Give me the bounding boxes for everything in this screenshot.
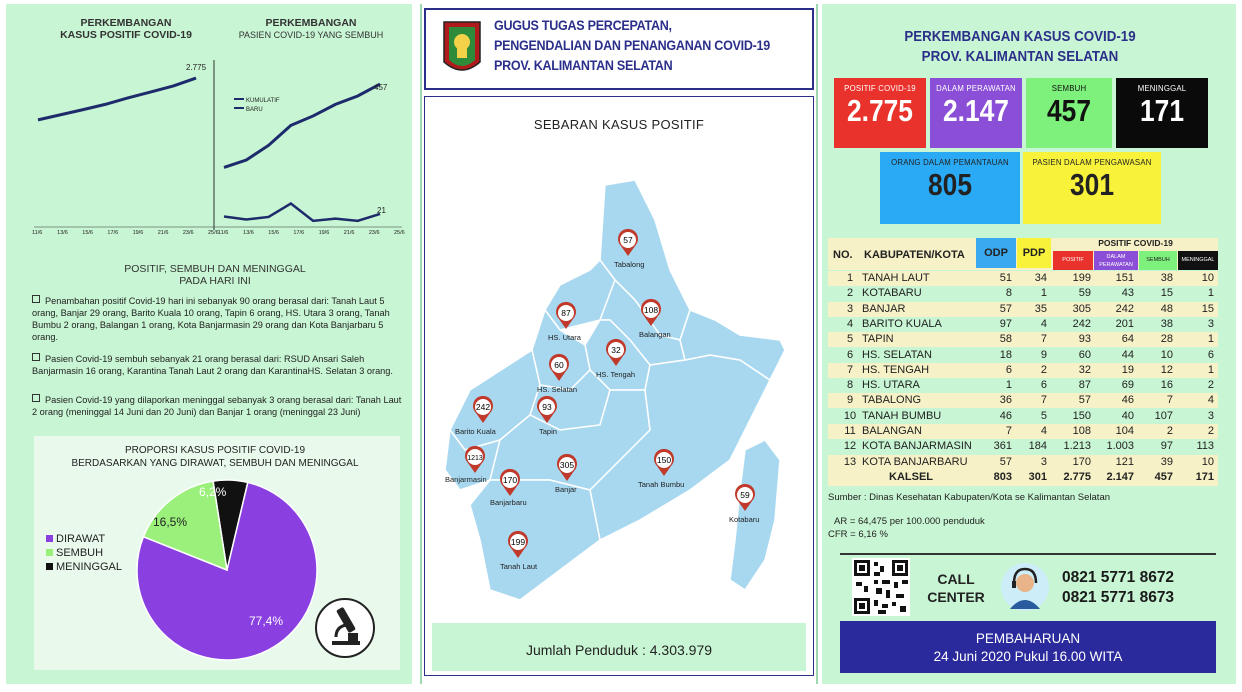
table-cell: 7 [1166, 394, 1173, 407]
table-cell: 2 [846, 287, 854, 300]
x-tick-label: 23/6 [368, 230, 380, 236]
map-region-label: HS. Selatan [537, 385, 578, 394]
table-cell: 9 [846, 394, 854, 407]
table-cell: 57 [1078, 394, 1091, 407]
th-kabupaten: KABUPATEN/KOTA [864, 249, 965, 261]
right-title: PERKEMBANGAN KASUS COVID-19 PROV. KALIMANTAN SELATAN [904, 29, 1136, 65]
table-cell: 39 [1160, 455, 1173, 468]
table-cell: HS. UTARA [862, 379, 920, 392]
positif-end-label: 2.775 [186, 63, 207, 72]
header-title: GUGUS TUGAS PERCEPATAN, PENGENDALIAN DAN PENANGANAN COVID-19 PROV. KALIMANTAN SELATAN [494, 18, 770, 73]
table-cell: 93 [1078, 333, 1091, 346]
table-cell: 201 [1115, 317, 1134, 330]
map-region-label: Tanah Bumbu [638, 480, 685, 489]
x-tick-label: 11/6 [32, 230, 43, 236]
table-total-cell: 2.147 [1106, 470, 1134, 483]
map-region-label: Banjar [555, 485, 577, 494]
table-cell: KOTA BANJARBARU [862, 455, 968, 468]
x-tick-label: 11/6 [218, 230, 229, 236]
table-cell: 2 [1166, 425, 1173, 437]
ar-text: AR = 64,475 per 100.000 penduduk [834, 516, 985, 527]
map-region-label: Tapin [539, 427, 557, 436]
table-cell: 10 [843, 409, 857, 422]
table-cell: 113 [1196, 440, 1214, 453]
qr-code-icon [852, 558, 910, 616]
positif-chart-title: PERKEMBANGAN KASUS POSITIF COVID-19 [60, 17, 192, 41]
update-text: PEMBAHARUAN 24 Juni 2020 Pukul 16.00 WITA [933, 631, 1123, 664]
table-cell: 4 [846, 317, 854, 330]
map-region-label: Barito Kuala [455, 427, 496, 436]
map-pin-value: 170 [502, 475, 518, 485]
map-pin-value: 57 [623, 235, 633, 245]
legend-kumulatif: KUMULATIF [234, 97, 280, 106]
table-total-cell: 301 [1028, 470, 1047, 483]
x-tick-label: 15/6 [268, 230, 279, 236]
positif-line-chart [38, 78, 196, 120]
microscope-icon [314, 597, 376, 659]
pie-label-meninggal: 6,2% [199, 485, 227, 499]
table-cell: 57 [999, 455, 1012, 468]
table-cell: 1 [1207, 363, 1214, 376]
map-region-label: Tanah Laut [500, 562, 538, 571]
table-cell: 3 [1040, 455, 1047, 468]
table-cell: 3 [1207, 317, 1214, 330]
table-total-cell: 457 [1154, 470, 1173, 483]
table-cell: 7 [1040, 394, 1047, 407]
legend-meninggal: MENINGGAL [46, 560, 122, 574]
x-tick-label: 17/6 [293, 230, 305, 236]
pie-title: PROPORSI KASUS POSITIF COVID-19 BERDASARKAN YANG DIRAWAT, SEMBUH DAN MENINGGAL [71, 445, 359, 469]
table-cell: 12 [1160, 363, 1173, 376]
pie-legend [46, 532, 122, 574]
map-pin-value: 87 [561, 308, 571, 318]
table-cell: 60 [1078, 348, 1091, 361]
positif-series-line [38, 78, 196, 120]
table-cell: 97 [999, 317, 1012, 330]
daily-bullet-3: Pasien Covid-19 yang dilaporkan meninggal sebanyak 3 orang berasal dari: Tanah Laut 2 orang (meninggal 14 Juni dan 20 Juni) dan Banjar 1 orang (meninggal 23 Juni) [32, 395, 402, 417]
th-positif: POSITIF [1053, 251, 1093, 270]
table-cell: 28 [1160, 333, 1173, 346]
map-pin-value: 1213 [467, 455, 483, 462]
divider-top [840, 553, 1216, 555]
stat-pdp: PASIEN DALAM PENGAWASAN 301 [1023, 152, 1161, 224]
table-cell: 6 [1207, 348, 1214, 361]
line-charts [30, 55, 402, 245]
th-pdp: PDP [1017, 238, 1051, 268]
table-cell: HS. SELATAN [862, 348, 932, 361]
map-region-label: Banjarmasin [445, 475, 487, 484]
table-cell: 10 [1160, 348, 1173, 361]
table-total-cell: 2.775 [1063, 470, 1091, 483]
table-cell: 1 [1207, 287, 1214, 300]
table-cell: 1 [1040, 287, 1047, 300]
source-text: Sumber : Dinas Kesehatan Kabupaten/Kota se Kalimantan Selatan [828, 492, 1111, 503]
table-cell: 104 [1115, 425, 1134, 437]
table-cell: 10 [1201, 455, 1214, 468]
phone-numbers [1062, 568, 1174, 608]
sembuh-end-label: 457 [374, 83, 388, 92]
table-cell: 34 [1034, 272, 1047, 284]
daily-bullet-2: Pasien Covid-19 sembuh sebanyak 21 orang berasal dari: RSUD Ansari Saleh Banjarmasin 16 orang, Karantina Tanah Laut 2 orang dan KarantinaHS. Selatan 3 orang. [32, 354, 393, 376]
table-cell: BANJAR [862, 302, 906, 315]
table-cell: 38 [1160, 272, 1173, 284]
table-cell: 43 [1121, 287, 1134, 300]
map-pin-value: 59 [740, 490, 750, 500]
table-cell: 151 [1115, 272, 1134, 284]
table-cell: 2 [1207, 379, 1214, 392]
th-no: NO. [833, 249, 853, 261]
daily-bullet-1: Penambahan positif Covid-19 hari ini sebanyak 90 orang berasal dari: Tanah Laut 5 orang, Banjar 29 orang, Barito Kuala 10 orang, Tapin 6 orang, HS. Utara 3 orang, Tanah Bumbu 2 orang, Balangan 1 orang, Kota Banjarmasin 29 orang dan Kota Banjarbaru 5 orang. [32, 296, 390, 342]
table-cell: TAPIN [862, 333, 894, 346]
map-pin-value: 242 [475, 402, 491, 412]
table-cell: 59 [1078, 287, 1091, 300]
th-odp: ODP [976, 238, 1016, 268]
stat-odp: ORANG DALAM PEMANTAUAN 805 [880, 152, 1020, 224]
pie-label-sembuh: 16,5% [153, 515, 188, 529]
sembuh-chart-title: PERKEMBANGAN PASIEN COVID-19 YANG SEMBUH [238, 17, 384, 40]
region-map [440, 160, 810, 610]
map-region-label: HS. Utara [548, 333, 581, 342]
map-pin-value: 32 [611, 345, 621, 355]
stat-meninggal: MENINGGAL 171 [1116, 78, 1208, 148]
kalsel-emblem-icon [440, 18, 484, 80]
th-dirawat: DALAM PERAWATAN [1094, 251, 1138, 270]
table-cell: TANAH LAUT [862, 272, 930, 284]
table-cell: 361 [993, 440, 1012, 453]
table-cell: 1.213 [1063, 440, 1091, 453]
th-sembuh: SEMBUH [1139, 251, 1177, 270]
table-total-cell: 803 [993, 470, 1012, 483]
table-cell: 7 [846, 363, 854, 376]
x-tick-label: 13/6 [57, 230, 68, 236]
table-cell: 108 [1072, 425, 1091, 437]
legend-baru: BARU [234, 106, 280, 115]
x-tick-label: 21/6 [157, 230, 169, 236]
table-cell: 15 [1201, 302, 1214, 315]
map-region-label: Kotabaru [729, 515, 760, 524]
map-region-label: Balangan [639, 330, 671, 339]
table-cell: 1 [1005, 379, 1012, 392]
table-cell: 2 [1040, 363, 1047, 376]
stat-sembuh: SEMBUH 457 [1026, 78, 1112, 148]
x-tick-label: 13/6 [243, 230, 254, 236]
map-title: SEBARAN KASUS POSITIF [533, 117, 705, 132]
table-cell: 8 [1005, 287, 1012, 300]
table-cell: 16 [1160, 379, 1173, 392]
table-cell: KOTABARU [862, 287, 922, 300]
table-cell: 40 [1121, 409, 1134, 422]
table-cell: 97 [1160, 440, 1173, 453]
x-tick-label: 25/6 [208, 230, 219, 236]
table-cell: 170 [1072, 455, 1091, 468]
phone-1[interactable]: 0821 5771 8672 [1062, 569, 1175, 586]
table-cell: 46 [1121, 394, 1134, 407]
table-cell: 19 [1121, 363, 1134, 376]
x-tick-label: 23/6 [182, 230, 194, 236]
table-cell: 199 [1072, 272, 1091, 284]
table-cell: 36 [999, 394, 1012, 407]
table-cell: 5 [1040, 409, 1047, 422]
table-cell: 58 [999, 333, 1012, 346]
table-cell: HS. TENGAH [862, 363, 930, 376]
pie-label-dirawat: 77,4% [249, 614, 284, 628]
table-cell: 107 [1154, 409, 1173, 422]
table-cell: 5 [846, 333, 854, 346]
table-cell: 7 [1040, 333, 1047, 346]
table-cell: 44 [1121, 348, 1134, 361]
map-pin-value: 108 [643, 305, 659, 315]
table-cell: 1 [846, 272, 854, 284]
phone-2[interactable]: 0821 5771 8673 [1062, 589, 1175, 606]
table-cell: 38 [1160, 317, 1173, 330]
map-region-label: Banjarbaru [490, 498, 527, 507]
table-cell: 6 [1005, 363, 1012, 376]
table-cell: TABALONG [862, 394, 922, 407]
table-cell: 2 [1207, 425, 1214, 437]
table-cell: 11 [844, 425, 856, 437]
map-region-label: Tabalong [614, 260, 645, 269]
x-ticks-right [218, 230, 405, 240]
table-cell: 9 [1040, 348, 1047, 361]
x-tick-label: 17/6 [107, 230, 119, 236]
map-pin-value: 60 [554, 360, 564, 370]
table-cell: 51 [999, 272, 1012, 284]
table-cell: 3 [846, 302, 854, 315]
table-cell: 15 [1160, 287, 1173, 300]
table-cell: 242 [1115, 302, 1134, 315]
x-ticks-left [32, 230, 219, 240]
table-cell: 12 [843, 440, 857, 453]
table-cell: 64 [1121, 333, 1134, 346]
table-cell: 3 [1207, 409, 1214, 422]
table-cell: 35 [1034, 302, 1047, 315]
baru-end-label: 21 [377, 206, 386, 215]
table-cell: 18 [999, 348, 1012, 361]
pie-chart [135, 478, 320, 663]
map-pin-value: 150 [656, 455, 672, 465]
population-text: Jumlah Penduduk : 4.303.979 [525, 642, 713, 658]
th-positif-group: POSITIF COVID-19 [1098, 238, 1173, 248]
table-cell: 57 [999, 302, 1012, 315]
table-cell: 1.003 [1106, 440, 1134, 453]
stat-dalam-perawatan: DALAM PERAWATAN 2.147 [930, 78, 1022, 148]
baru-series-line [224, 204, 380, 221]
map-pin-value: 305 [559, 460, 575, 470]
table-cell: 6 [1040, 379, 1047, 392]
call-center-agent-icon [1000, 561, 1050, 613]
map-region-label: HS. Tengah [596, 370, 636, 379]
table-cell: 8 [846, 379, 854, 392]
table-cell: KOTA BANJARMASIN [862, 440, 972, 453]
table-cell: 1 [1207, 333, 1214, 346]
legend-dirawat: DIRAWAT [46, 532, 122, 546]
table-cell: 242 [1072, 317, 1091, 330]
table-cell: BARITO KUALA [862, 317, 942, 330]
table-cell: 305 [1072, 302, 1091, 315]
table-cell: 7 [1005, 425, 1012, 437]
table-cell: BALANGAN [862, 425, 922, 437]
table-cell: 4 [1040, 317, 1047, 330]
table-total-cell: KALSEL [889, 470, 933, 483]
th-meninggal: MENINGGAL [1178, 251, 1218, 270]
x-tick-label: 15/6 [82, 230, 93, 236]
cfr-text: CFR = 6,16 % [828, 529, 888, 540]
x-tick-label: 19/6 [318, 230, 330, 236]
x-tick-label: 21/6 [343, 230, 355, 236]
daily-title: POSITIF, SEMBUH DAN MENINGGAL PADA HARI INI [124, 263, 306, 287]
call-center-label: CALL CENTER [927, 571, 985, 605]
x-tick-label: 19/6 [132, 230, 144, 236]
table-cell: 150 [1072, 409, 1091, 422]
map-pin-value: 199 [510, 537, 526, 547]
table-cell: 4 [1040, 425, 1047, 437]
table-cell: 46 [999, 409, 1012, 422]
sembuh-legend [234, 97, 280, 115]
table-cell: 32 [1078, 363, 1091, 376]
map-pin-value: 93 [542, 402, 552, 412]
table-cell: 121 [1115, 455, 1134, 468]
table-cell: 69 [1121, 379, 1134, 392]
table-cell: 48 [1160, 302, 1173, 315]
table-cell: 184 [1028, 440, 1047, 453]
table-cell: 4 [1207, 394, 1214, 407]
table-cell: 87 [1078, 379, 1091, 392]
x-tick-label: 25/6 [394, 230, 405, 236]
table-cell: 6 [846, 348, 854, 361]
table-cell: 13 [843, 455, 857, 468]
table-cell: TANAH BUMBU [862, 409, 942, 422]
table-total-cell: 171 [1195, 470, 1214, 483]
stat-positif: POSITIF COVID-19 2.775 [834, 78, 926, 148]
legend-sembuh: SEMBUH [46, 546, 122, 560]
table-cell: 10 [1201, 272, 1214, 284]
